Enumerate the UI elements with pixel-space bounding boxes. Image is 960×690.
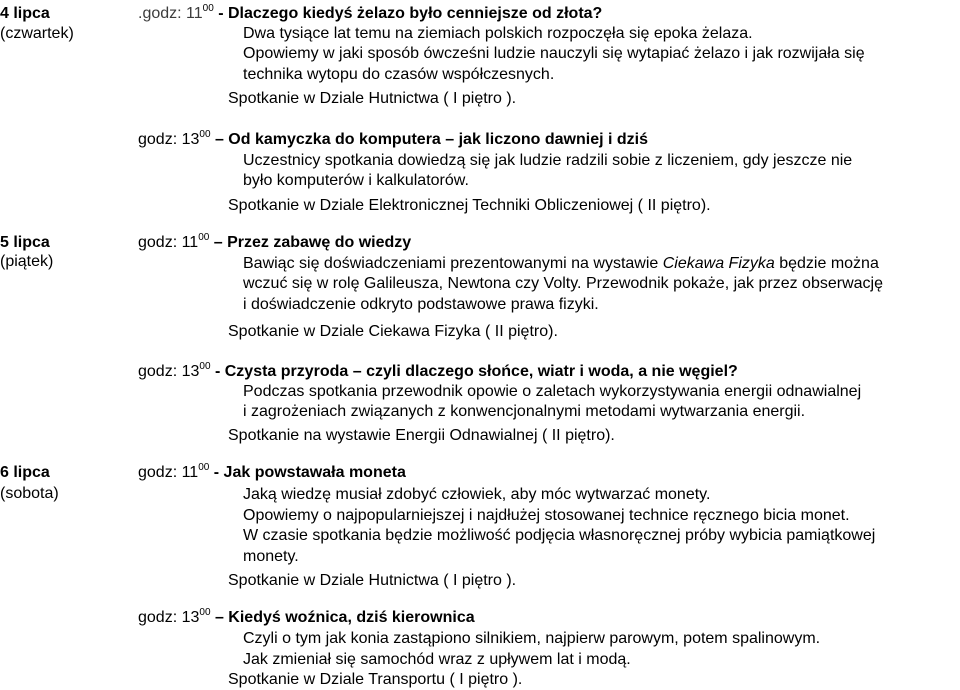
event-2-desc-1: Uczestnicy spotkania dowiedzą się jak ludzie radzili sobie z liczeniem, gdy jeszcze nie — [243, 152, 853, 169]
weekday-label-3: (sobota) — [0, 485, 59, 502]
event-1-title: - Dlaczego kiedyś żelazo było cenniejsze od złota? — [213, 5, 603, 22]
event-5-heading — [138, 463, 406, 484]
event-4-desc-1: Podczas spotkania przewodnik opowie o zaletach wykorzystywania energii odnawialnej — [243, 383, 862, 400]
event-2-heading — [138, 130, 648, 151]
event-1-location: Spotkanie w Dziale Hutnictwa ( I piętro ). — [228, 90, 517, 107]
event-3-time: godz: 11 — [138, 234, 199, 251]
day-label-1: 4 lipca — [0, 5, 50, 22]
day-label-3: 6 lipca — [0, 464, 50, 481]
event-3-location: Spotkanie w Dziale Ciekawa Fizyka ( II piętro). — [228, 323, 558, 340]
event-3-desc-1-a: Bawiąc się doświadczeniami prezentowanymi na wystawie — [243, 255, 663, 272]
event-3-desc-3: i doświadczenie odkryto podstawowe prawa fizyki. — [243, 296, 599, 313]
event-3-desc-1-italic: Ciekawa Fizyka — [662, 255, 775, 272]
event-2-title: – Od kamyczka do komputera – jak liczono dawniej i dziś — [210, 131, 648, 148]
event-5-time: godz: 11 — [138, 464, 199, 481]
weekday-label-2: (piątek) — [0, 253, 54, 270]
event-4-time: godz: 13 — [138, 363, 200, 380]
event-5-desc-2: Opowiemy o najpopularniejszej i najdłużej stosowanej technice ręcznego bicia monet. — [243, 507, 850, 524]
event-2-time: godz: 13 — [138, 131, 200, 148]
event-5-title: - Jak powstawała moneta — [209, 464, 406, 481]
event-1-desc-2: Opowiemy w jaki sposób ówcześni ludzie nauczyli się wytapiać żelazo i jak rozwijała się — [243, 45, 865, 62]
event-5-desc-1: Jaką wiedzę musiał zdobyć człowiek, aby móc wytwarzać monety. — [243, 486, 711, 503]
event-6-desc-1: Czyli o tym jak konia zastąpiono silnikiem, najpierw parowym, potem spalinowym. — [243, 630, 821, 647]
event-1-desc-1: Dwa tysiące lat temu na ziemiach polskich rozpoczęła się epoka żelaza. — [243, 25, 753, 42]
event-3-desc-2: wczuć się w rolę Galileusza, Newtona czy Volty. Przewodnik pokaże, jak przez obserwację — [243, 275, 883, 292]
event-6-heading — [138, 608, 475, 629]
event-6-location: Spotkanie w Dziale Transportu ( I piętro ). — [228, 671, 523, 688]
event-4-desc-2: i zagrożeniach związanych z konwencjonalnymi metodami wytwarzania energii. — [243, 403, 806, 420]
event-2-location: Spotkanie w Dziale Elektronicznej Techniki Obliczeniowej ( II piętro). — [228, 197, 711, 214]
event-1-time: .godz: 11 — [138, 5, 203, 22]
event-6-time-minutes: 00 — [199, 607, 211, 618]
event-3-desc-1-b: będzie można — [774, 255, 879, 272]
event-2-time-minutes: 00 — [199, 129, 211, 140]
event-4-location: Spotkanie na wystawie Energii Odnawialnej ( II piętro). — [228, 427, 615, 444]
event-1-heading — [138, 4, 602, 25]
event-6-desc-2: Jak zmieniał się samochód wraz z upływem lat i modą. — [243, 651, 631, 668]
event-4-title: - Czysta przyroda – czyli dlaczego słońce, wiatr i woda, a nie węgiel? — [210, 363, 738, 380]
event-4-time-minutes: 00 — [199, 361, 211, 372]
event-3-desc-1 — [243, 254, 879, 273]
event-1-time-minutes: 00 — [202, 3, 214, 14]
event-3-title: – Przez zabawę do wiedzy — [209, 234, 412, 251]
event-1-desc-3: technika wytopu do czasów współczesnych. — [243, 66, 555, 83]
event-5-desc-3: W czasie spotkania będzie możliwość podjęcia własnoręcznej próby wybicia pamiątkowej — [243, 527, 876, 544]
weekday-label-1: (czwartek) — [0, 25, 74, 42]
event-3-time-minutes: 00 — [198, 232, 210, 243]
event-3-heading — [138, 233, 411, 254]
event-2-desc-2: było komputerów i kalkulatorów. — [243, 172, 469, 189]
day-label-2: 5 lipca — [0, 234, 50, 251]
event-6-title: – Kiedyś woźnica, dziś kierownica — [210, 609, 475, 626]
event-5-location: Spotkanie w Dziale Hutnictwa ( I piętro ). — [228, 572, 517, 589]
event-5-desc-4: monety. — [243, 548, 299, 565]
event-4-heading — [138, 362, 738, 383]
event-5-time-minutes: 00 — [198, 462, 210, 473]
event-6-time: godz: 13 — [138, 609, 200, 626]
